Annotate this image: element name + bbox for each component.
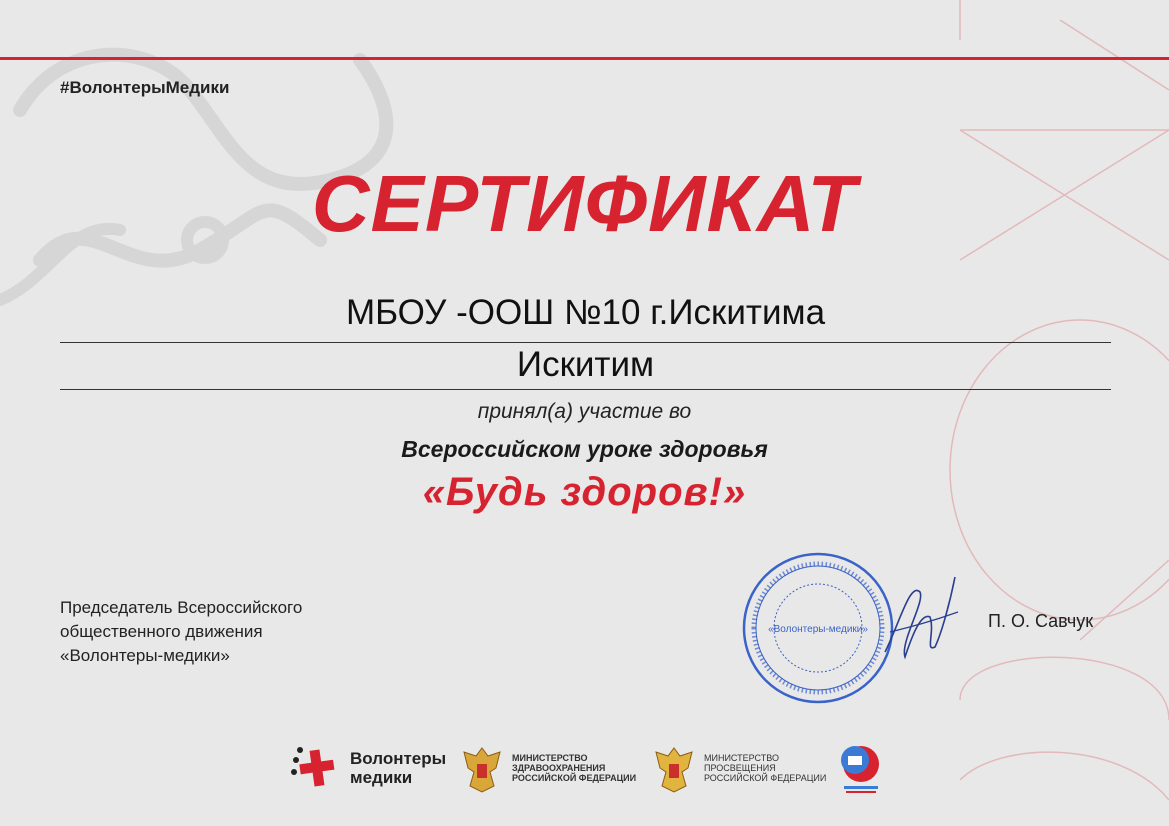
top-accent-rule (0, 57, 1169, 60)
minpros-line-1: МИНИСТЕРСТВО (704, 753, 779, 763)
red-cross-icon (290, 740, 346, 796)
minzdrav-line-3: РОССИЙСКОЙ ФЕДЕРАЦИИ (512, 773, 637, 783)
signer-name: П. О. Савчук (988, 611, 1094, 631)
minzdrav-logo (460, 740, 650, 800)
event-line: Всероссийском уроке здоровья (401, 436, 768, 462)
stamp-center-text: «Волонтеры-медики» (768, 624, 868, 635)
minpros-logo (652, 740, 842, 800)
rdsh-logo (836, 740, 886, 800)
volunteers-logo-line-1: Волонтеры (350, 749, 447, 768)
participation-text: принял(а) участие во (477, 400, 692, 423)
coat-of-arms-icon (652, 742, 696, 796)
partner-logos (0, 740, 1169, 800)
city-underline (60, 389, 1111, 390)
double-headed-eagle-icon (460, 742, 504, 796)
recipient-organization: МБОУ -ООШ №10 г.Искитима (345, 293, 826, 332)
movement-of-first-icon (836, 740, 886, 798)
organization-stamp (738, 548, 898, 708)
volunteers-logo-line-2: медики (350, 768, 413, 787)
minpros-line-2: ПРОСВЕЩЕНИЯ (704, 763, 776, 773)
organization-underline (60, 342, 1111, 343)
chairman-line-1: Председатель Всероссийского (60, 598, 303, 617)
signature (880, 572, 960, 672)
minzdrav-line-1: МИНИСТЕРСТВО (512, 753, 588, 763)
chairman-title (60, 596, 302, 668)
certificate-title: СЕРТИФИКАТ (311, 159, 858, 248)
minpros-line-3: РОССИЙСКОЙ ФЕДЕРАЦИИ (704, 773, 827, 783)
chairman-line-2: общественного движения (60, 622, 263, 641)
minzdrav-line-2: ЗДРАВООХРАНЕНИЯ (512, 763, 606, 773)
recipient-city: Искитим (516, 345, 655, 384)
hashtag: #ВолонтерыМедики (60, 78, 230, 97)
event-name: «Будь здоров!» (422, 470, 747, 514)
chairman-line-3: «Волонтеры-медики» (60, 646, 230, 665)
volunteers-medics-logo (290, 740, 460, 800)
